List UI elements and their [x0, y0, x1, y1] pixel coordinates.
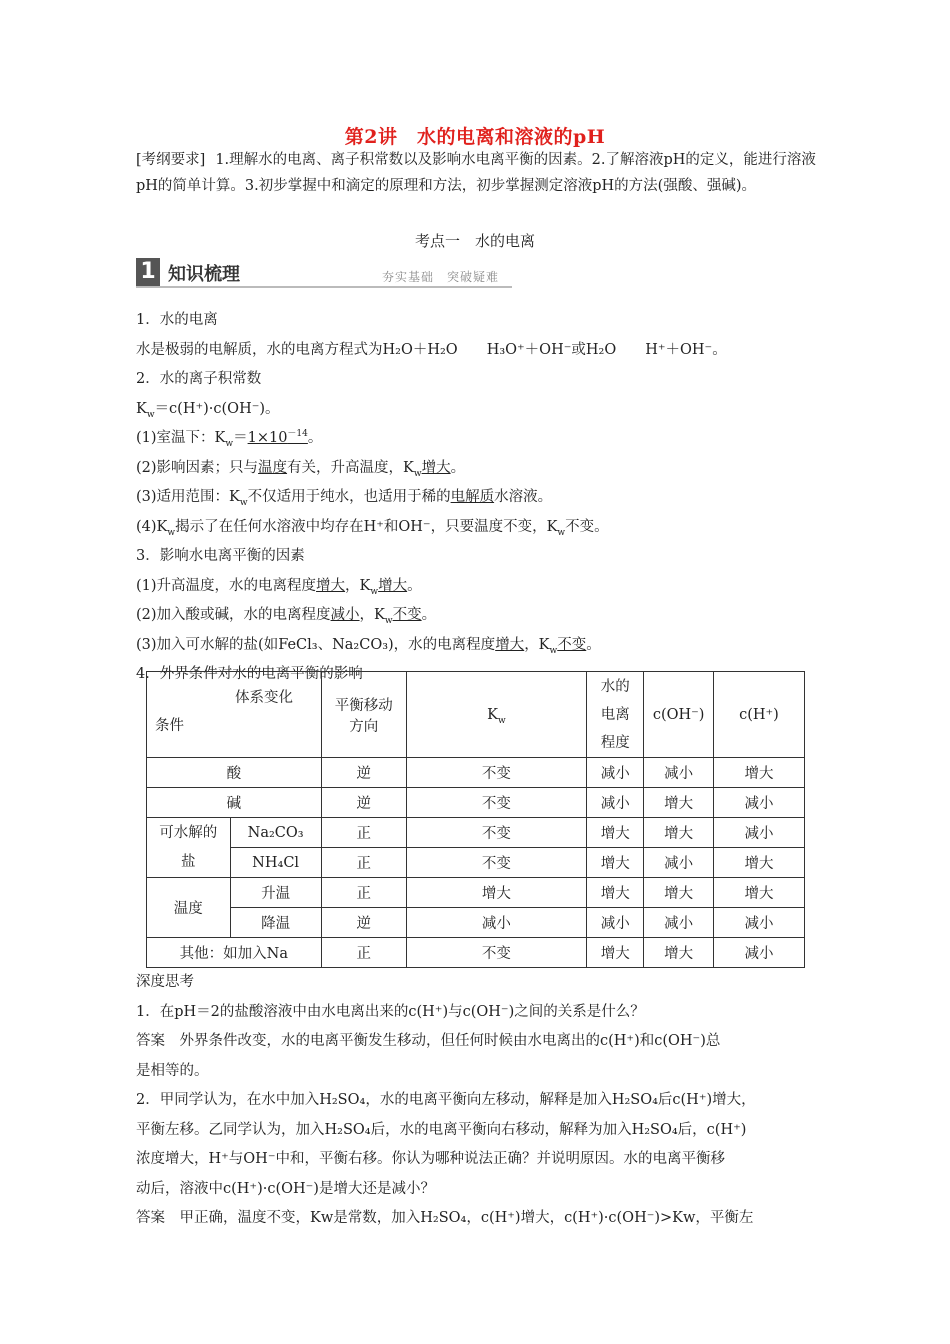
line-reveal: $(4)K_w$揭示了在任何水溶液中均存在H⁺和OH⁻，只要温度不变，$K_w$不变。 — [136, 518, 609, 538]
group-hydrolyzable-salt: 可水解的盐 — [147, 818, 231, 878]
header-degree: 水的电离程度 — [587, 672, 644, 758]
table-row: 碱 逆 不变 减小 增大 减小 — [147, 788, 805, 818]
answer-blank: 增大 — [378, 577, 408, 594]
answer-blank: $1\times 10^{-14}$ — [247, 429, 308, 446]
section-heading: 考点一 水的电离 — [414, 232, 535, 250]
banner-title: 知识梳理 — [168, 264, 240, 285]
answer-blank: 减小 — [330, 607, 360, 623]
table-row: 降温 逆 减小 减小 减小 减小 — [147, 908, 805, 938]
banner-divider — [136, 286, 512, 288]
line-add-salt: (3)加入可水解的盐(如FeCl₃、Na₂CO₃)，水的电离程度增大，$K_w$不变。 — [136, 636, 601, 656]
answer-blank: 增大 — [495, 636, 525, 653]
section-banner — [136, 258, 512, 288]
banner-number: 1 — [136, 258, 160, 286]
answer-blank: 不变 — [557, 636, 587, 653]
page-title: 第2讲 水的电离和溶液的pH — [344, 126, 606, 148]
question-2-line-4: 动后，溶液中c(H⁺)·c(OH⁻)是增大还是减小？ — [136, 1180, 435, 1197]
line-influence: (2)影响因素；只与温度有关，升高温度，$K_w$增大。 — [136, 459, 466, 479]
header-oh: c(OH⁻) — [644, 672, 714, 758]
header-condition: 体系变化 条件 — [147, 672, 322, 758]
question-2-line-1: 2．甲同学认为，在水中加入H₂SO₄，水的电离平衡向左移动，解释是加入H₂SO₄后c(H⁺)增大， — [136, 1092, 756, 1108]
answer-1-line-1: 答案 外界条件改变，水的电离平衡发生移动，但任何时候由水电离出的c(H⁺)和c(OH⁻)总 — [136, 1033, 721, 1049]
table-row: 可水解的盐 Na₂CO₃ 正 不变 增大 增大 减小 — [147, 818, 805, 848]
table-row: NH₄Cl 正 不变 增大 减小 增大 — [147, 848, 805, 878]
answer-1-line-2: 是相等的。 — [136, 1062, 209, 1079]
table-row: 其他：如加入Na 正 不变 增大 增大 减小 — [147, 938, 805, 968]
answer-blank: 不变 — [392, 607, 422, 623]
answer-blank: 增大 — [421, 459, 451, 476]
banner-subtitle: 夯实基础 突破疑难 — [382, 270, 500, 284]
line-kw-definition: $K_w=c(H^+)\cdot c(OH^-)$。 — [136, 400, 280, 420]
line-heading-1: 1．水的电离 — [136, 312, 218, 328]
line-raise-temp: (1)升高温度，水的电离程度增大，$K_w$增大。 — [136, 577, 422, 597]
line-ionization-equation: 水是极弱的电解质，水的电离方程式为H₂O＋H₂O H₃O⁺＋OH⁻或H₂O H⁺＋OH⁻。 — [136, 341, 727, 358]
line-scope: (3)适用范围：$K_w$不仅适用于纯水，也适用于稀的电解质水溶液。 — [136, 489, 553, 508]
line-heading-2: 2．水的离子积常数 — [136, 371, 262, 387]
line-heading-4: 4．外界条件对水的电离平衡的影响 — [136, 666, 363, 682]
question-2-line-3: 浓度增大，H⁺与OH⁻中和，平衡右移。你认为哪种说法正确？并说明原因。水的电离平衡移 — [136, 1151, 725, 1167]
requirements-label: [考纲要求] — [136, 152, 206, 168]
deep-thinking — [136, 968, 826, 1234]
requirements-text: 1.理解水的电离、离子积常数以及影响水电离平衡的因素。2.了解溶液pH的定义，能进行溶液pH的简单计算。3.初步掌握中和滴定的原理和方法，初步掌握测定溶液pH的方法(强酸、强碱)。 — [136, 152, 816, 194]
header-kw: $K_w$ — [406, 672, 586, 758]
deep-heading: 深度思考 — [136, 974, 194, 990]
question-1: 1．在pH＝2的盐酸溶液中由水电离出来的c(H⁺)与c(OH⁻)之间的关系是什么？ — [136, 1003, 645, 1020]
syllabus-requirements — [136, 147, 816, 199]
answer-blank: 电解质 — [450, 489, 495, 505]
table-row: 酸 逆 不变 减小 减小 增大 — [147, 758, 805, 788]
equilibrium-table — [146, 671, 805, 968]
group-temperature: 温度 — [147, 878, 231, 938]
table-header-row — [147, 672, 805, 758]
answer-blank: 增大 — [316, 577, 346, 594]
table-row: 温度 升温 正 增大 增大 增大 增大 — [147, 878, 805, 908]
header-h: c(H⁺) — [713, 672, 804, 758]
line-add-acid-base: (2)加入酸或碱，水的电离程度减小，$K_w$不变。 — [136, 607, 437, 626]
header-shift: 平衡移动方向 — [321, 672, 406, 758]
question-2-line-2: 平衡左移。乙同学认为，加入H₂SO₄后，水的电离平衡向右移动，解释为加入H₂SO₄后，c(H⁺) — [136, 1121, 747, 1138]
knowledge-body — [136, 306, 826, 690]
line-kw-room-temp: (1)室温下：$K_w=1\times 10^{-14}$。 — [136, 429, 323, 449]
answer-blank: 温度 — [258, 459, 288, 476]
line-heading-3: 3．影响水电离平衡的因素 — [136, 548, 305, 564]
answer-2-line-1: 答案 甲正确，温度不变，Kw是常数，加入H₂SO₄，c(H⁺)增大，c(H⁺)·c(OH⁻)>Kw，平衡左 — [136, 1210, 754, 1226]
